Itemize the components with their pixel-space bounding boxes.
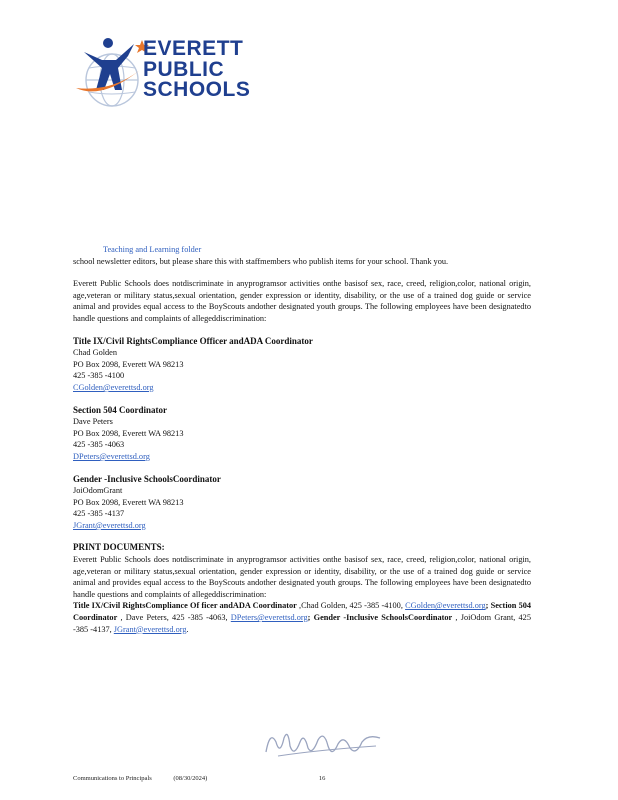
district-name: EVERETT PUBLIC SCHOOLS	[143, 37, 251, 101]
contact-email-link[interactable]: JGrant@everettsd.org	[73, 520, 146, 530]
contact-email-link[interactable]: CGolden@everettsd.org	[73, 382, 154, 392]
contact-title: Gender -Inclusive SchoolsCoordinator	[73, 473, 221, 484]
print-email-link[interactable]: JGrant@everettsd.org	[113, 624, 187, 634]
contact-title: Title IX/Civil RightsCompliance Officer andADA Coordinator	[73, 335, 313, 346]
contact-phone: 425 -385 -4100	[73, 371, 125, 381]
print-documents-heading: PRINT DOCUMENTS:	[73, 542, 165, 553]
contact-address: PO Box 2098, Everett WA 98213	[73, 497, 184, 507]
contact-address: PO Box 2098, Everett WA 98213	[73, 359, 184, 369]
contact-address: PO Box 2098, Everett WA 98213	[73, 428, 184, 438]
teaching-learning-folder-link[interactable]: Teaching and Learning folder	[103, 245, 202, 254]
contact-email-link[interactable]: DPeters@everettsd.org	[73, 451, 150, 461]
signature	[258, 722, 388, 764]
print-email-link[interactable]: CGolden@everettsd.org	[405, 601, 486, 611]
print-nondiscrimination-paragraph: Everett Public Schools does notdiscriminate in anyprogramsor activities onthe basisof sex, race, creed, religion,color, national origin, age,veteran or military status,sexual orientation, gender expression or identity, disability, or the use of a trained dog guide or service animal and provides equal access to the BoyScouts andother designated youth groups. The following employees have been designatedto handle questions and complaints of allegeddiscrimination:	[73, 555, 531, 599]
contact-phone: 425 -385 -4137	[73, 509, 125, 519]
print-email-link[interactable]: DPeters@everettsd.org	[230, 613, 308, 623]
footer-date: (08/30/2024)	[173, 775, 208, 782]
contact-title: Section 504 Coordinator	[73, 404, 167, 415]
footer-title: Communications to Principals	[73, 775, 152, 782]
intro-paragraph: school newsletter editors, but please share this with staffmembers who publish items for your school. Thank you.	[73, 256, 449, 266]
document-body	[73, 244, 531, 635]
globe-runner-icon	[72, 30, 152, 114]
contact-name: Dave Peters	[73, 417, 113, 427]
page-number: 16	[318, 775, 326, 782]
contact-name: Chad Golden	[73, 348, 118, 358]
nondiscrimination-paragraph: Everett Public Schools does notdiscriminate in anyprogramsor activities onthe basisof sex, race, creed, religion,color, national origin, age,veteran or military status,sexual orientation, gender expression or identity, disability, or the use of a trained dog guide or service animal and provides equal access to the BoyScouts andother designated youth groups. The following employees have been designatedto handle questions and complaints of allegeddiscrimination:	[73, 279, 531, 323]
contact-name: JoiOdomGrant	[73, 486, 123, 496]
print-contacts-paragraph: Title IX/Civil RightsCompliance Of ficer andADA Coordinator ,Chad Golden, 425 -385 -4100, CGolden@everettsd.org; Section 504 Coordinator , Dave Peters, 425 -385 -4063, DPeters@everettsd.org; Gender -Inclusive SchoolsCoordinator , JoiOdom Grant, 425 -385 -4137, JGrant@everettsd.org.	[73, 601, 532, 634]
contact-phone: 425 -385 -4063	[73, 440, 125, 450]
page-footer	[73, 775, 345, 782]
